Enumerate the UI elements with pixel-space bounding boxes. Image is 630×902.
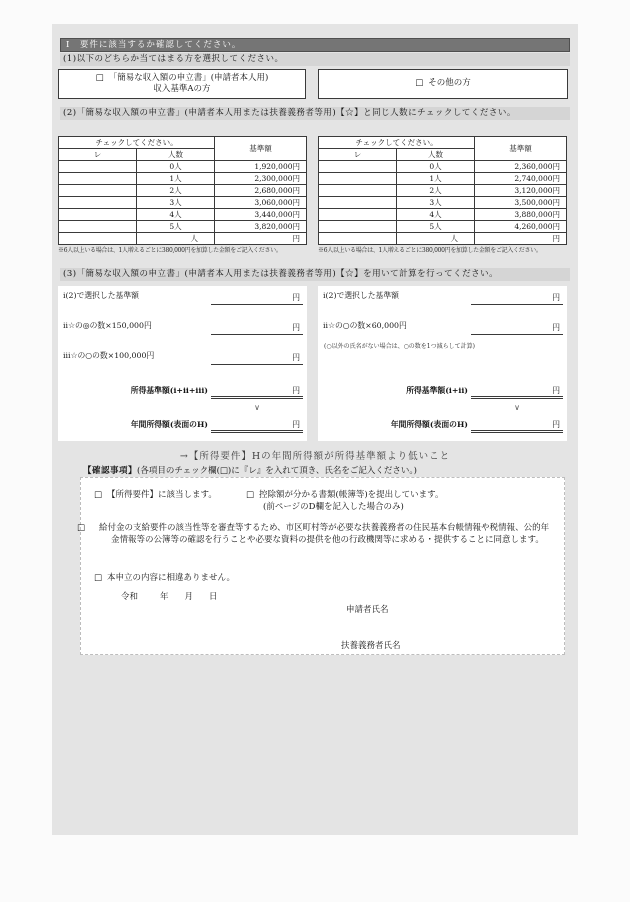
table-row xyxy=(59,221,307,233)
table-row-blank xyxy=(59,233,307,245)
confirm-item-consent: □ 給付金の支給要件の該当性等を審査等するため、市区町村等が必要な扶養義務者の住民基本台帳情報や税情報、公的年金情報等の公簿等の確認を行うことや必要な資料の提供を他の行政機関等に求める・提供することに同意します。 xyxy=(77,523,550,545)
check-cell[interactable] xyxy=(59,173,137,185)
amount-header: 基準額 xyxy=(475,137,567,161)
confirmation-heading-title: 【確認事項】 xyxy=(83,466,138,476)
table-footnote-left: ※6人以上いる場合は、1人増えるごとに380,000円を加算した金額をご記入ください。 xyxy=(58,247,282,254)
table-row xyxy=(319,173,567,185)
count-cell: 1人 xyxy=(137,173,215,185)
checkbox-icon[interactable]: □ xyxy=(95,72,104,83)
standard-amount-table-right xyxy=(318,136,567,245)
confirm-item-consent-label: 給付金の支給要件の該当性等を審査等するため、市区町村等が必要な扶養義務者の住民基本台帳情報や税情報、公的年金情報等の公簿等の確認を行うことや必要な資料の提供を他の行政機関等に求める・提供することに同意します。 xyxy=(99,523,550,545)
total-field[interactable]: 円 xyxy=(471,382,563,399)
confirm-item-deduction xyxy=(246,488,444,512)
check-cell[interactable] xyxy=(319,161,397,173)
checkbox-icon[interactable]: □ xyxy=(246,490,255,500)
check-cell[interactable] xyxy=(59,221,137,233)
count-cell: 3人 xyxy=(397,197,475,209)
table-row-blank xyxy=(319,233,567,245)
option-income-statement-a[interactable] xyxy=(58,69,306,99)
table-header-row xyxy=(59,137,307,149)
dependent-name-field[interactable]: 扶養義務者氏名 xyxy=(341,641,401,651)
table-row xyxy=(59,197,307,209)
check-header: チェックしてください。 xyxy=(59,137,215,149)
income-requirement-conclusion: →【所得要件】Hの年間所得額が所得基準額より低いこと xyxy=(179,451,451,462)
option-b-line xyxy=(415,78,471,89)
count-cell: 1人 xyxy=(397,173,475,185)
amount-header: 基準額 xyxy=(215,137,307,161)
amount-cell: 4,260,000円 xyxy=(475,221,567,233)
check-cell[interactable] xyxy=(59,197,137,209)
table-row xyxy=(319,221,567,233)
count-cell: 2人 xyxy=(397,185,475,197)
amount-cell: 3,820,000円 xyxy=(215,221,307,233)
amount-cell: 2,300,000円 xyxy=(215,173,307,185)
check-col-header: レ xyxy=(319,149,397,161)
row-ii-label: ii☆の◎の数×150,000円 xyxy=(63,321,152,330)
annual-income-field[interactable]: 円 xyxy=(471,416,563,433)
row-ii-field[interactable]: 円 xyxy=(211,320,303,335)
form-page xyxy=(52,24,578,835)
amount-cell: 3,880,000円 xyxy=(475,209,567,221)
checkbox-icon[interactable]: □ xyxy=(415,78,424,89)
check-cell[interactable] xyxy=(319,185,397,197)
check-cell[interactable] xyxy=(59,185,137,197)
check-header: チェックしてください。 xyxy=(319,137,475,149)
count-cell: 4人 xyxy=(397,209,475,221)
confirm-item-deduction-note: (前ページのD欄を記入した場合のみ) xyxy=(263,502,404,512)
row-i-label: i(2)で選択した基準額 xyxy=(323,291,399,300)
row-ii-label: ii☆の○の数×60,000円 xyxy=(323,321,407,330)
table-row xyxy=(319,209,567,221)
confirm-item-income xyxy=(94,488,217,500)
day-field[interactable]: 日 xyxy=(209,592,218,602)
table-footnote-right: ※6人以上いる場合は、1人増えるごとに380,000円を加算した金額をご記入ください。 xyxy=(318,247,542,254)
confirmation-heading xyxy=(83,464,417,476)
checkbox-icon[interactable]: □ xyxy=(94,490,103,500)
annual-income-label: 年間所得額(表面のH) xyxy=(130,420,208,429)
amount-cell: 3,060,000円 xyxy=(215,197,307,209)
count-fill-cell[interactable]: 人 xyxy=(397,233,475,245)
amount-fill-cell[interactable]: 円 xyxy=(215,233,307,245)
count-cell: 5人 xyxy=(137,221,215,233)
annual-income-field[interactable]: 円 xyxy=(211,416,303,433)
confirm-item-deduction-label: 控除額が分かる書類(帳簿等)を提出しています。 xyxy=(259,490,444,500)
amount-cell: 3,500,000円 xyxy=(475,197,567,209)
count-col-header: 人数 xyxy=(137,149,215,161)
table-row xyxy=(59,209,307,221)
check-cell[interactable] xyxy=(59,209,137,221)
count-cell: 0人 xyxy=(397,161,475,173)
count-cell: 4人 xyxy=(137,209,215,221)
era-label: 令和 xyxy=(121,592,139,602)
applicant-name-field[interactable]: 申請者氏名 xyxy=(346,605,389,615)
confirm-item-truth-label: 本申立の内容に相違ありません。 xyxy=(107,573,236,583)
check-cell[interactable] xyxy=(59,161,137,173)
count-cell: 0人 xyxy=(137,161,215,173)
check-col-header: レ xyxy=(59,149,137,161)
row-iii-field[interactable]: 円 xyxy=(211,350,303,365)
option-a-line2: 収入基準Aの方 xyxy=(153,84,211,94)
subsection-2-label: (2)「簡易な収入額の申立書」(申請者本人用または扶養義務者等用)【☆】と同じ人数にチェックしてください。 xyxy=(60,107,570,120)
option-b-label: その他の方 xyxy=(428,78,471,89)
table-header-row xyxy=(319,137,567,149)
month-field[interactable]: 月 xyxy=(184,592,194,602)
amount-cell: 2,680,000円 xyxy=(215,185,307,197)
total-field[interactable]: 円 xyxy=(211,382,303,399)
row-iii-label: iii☆の○の数×100,000円 xyxy=(63,351,155,360)
confirmation-heading-note: (各項目のチェック欄(□)に『レ』を入れて頂き、氏名をご記入ください。) xyxy=(137,466,417,476)
annual-income-label: 年間所得額(表面のH) xyxy=(390,420,468,429)
row-i-field[interactable]: 円 xyxy=(211,290,303,305)
table-row xyxy=(319,197,567,209)
amount-cell: 2,360,000円 xyxy=(475,161,567,173)
count-col-header: 人数 xyxy=(397,149,475,161)
table-row xyxy=(59,161,307,173)
check-cell[interactable] xyxy=(319,197,397,209)
subsection-3-label: (3)「簡易な収入額の申立書」(申請者本人用または扶養義務者等用)【☆】を用いて計算を行ってください。 xyxy=(60,268,570,281)
check-cell[interactable] xyxy=(59,233,137,245)
confirm-item-truth xyxy=(94,571,235,583)
calculation-panel-right xyxy=(318,286,567,441)
row-i-field[interactable]: 円 xyxy=(471,290,563,305)
count-cell: 5人 xyxy=(397,221,475,233)
option-other[interactable] xyxy=(318,69,568,99)
row-ii-field[interactable]: 円 xyxy=(471,320,563,335)
table-row xyxy=(59,185,307,197)
check-cell[interactable] xyxy=(319,173,397,185)
confirmation-box xyxy=(77,477,565,655)
check-cell[interactable] xyxy=(319,221,397,233)
table-row xyxy=(59,173,307,185)
table-row xyxy=(319,161,567,173)
confirm-item-income-label: 【所得要件】に該当します。 xyxy=(107,490,217,500)
amount-fill-cell[interactable]: 円 xyxy=(475,233,567,245)
total-label: 所得基準額(i+ii) xyxy=(406,386,468,395)
count-cell: 2人 xyxy=(137,185,215,197)
year-field[interactable]: 年 xyxy=(160,592,169,602)
subsection-1-label: (1)以下のどちらか当てはまる方を選択してください。 xyxy=(60,53,570,66)
amount-cell: 3,120,000円 xyxy=(475,185,567,197)
check-cell[interactable] xyxy=(319,209,397,221)
count-fill-cell[interactable]: 人 xyxy=(137,233,215,245)
less-than-symbol: ∨ xyxy=(254,403,260,412)
total-label: 所得基準額(i+ii+iii) xyxy=(130,386,208,395)
date-line xyxy=(121,590,218,602)
section-1-header: Ⅰ 要件に該当するか確認してください。 xyxy=(60,38,570,52)
checkbox-icon[interactable]: □ xyxy=(94,573,103,583)
count-cell: 3人 xyxy=(137,197,215,209)
row-i-label: i(2)で選択した基準額 xyxy=(63,291,139,300)
option-a-line1 xyxy=(96,73,269,84)
check-cell[interactable] xyxy=(319,233,397,245)
amount-cell: 3,440,000円 xyxy=(215,209,307,221)
amount-cell: 2,740,000円 xyxy=(475,173,567,185)
option-a-label: 「簡易な収入額の申立書」(申請者本人用) xyxy=(108,72,269,83)
calculation-note: (○以外の氏名がない場合は、○の数を1つ減らして計算) xyxy=(324,343,475,350)
standard-amount-table-left xyxy=(58,136,307,245)
less-than-symbol: ∨ xyxy=(514,403,520,412)
amount-cell: 1,920,000円 xyxy=(215,161,307,173)
calculation-panel-left xyxy=(58,286,307,441)
table-row xyxy=(319,185,567,197)
